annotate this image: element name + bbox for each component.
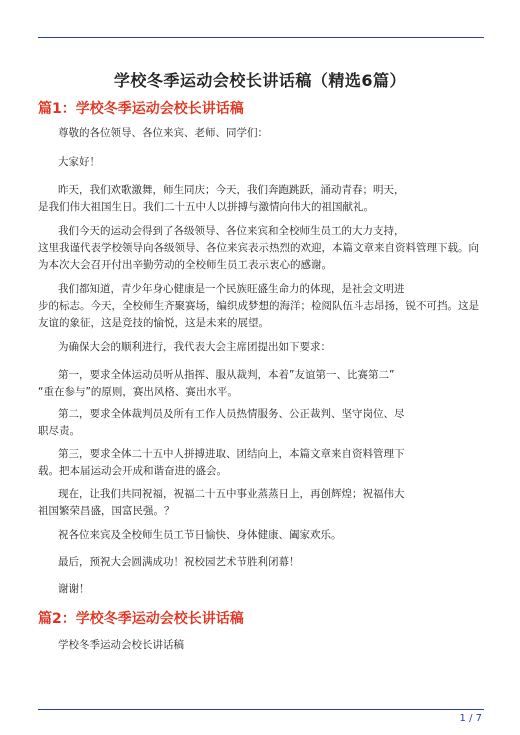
paragraph-8: 第二，要求全体裁判员及所有工作人员热情服务、公正裁判、坚守岗位、尽 职尽责。 [38, 408, 405, 437]
paragraph-11: 祝各位来宾及全校师生员工节日愉快、身体健康、阖家欢乐。 [58, 529, 342, 541]
paragraph-12: 最后，预祝大会圆满成功！祝校园艺术节胜利闭幕！ [58, 556, 300, 568]
paragraph-greeting: 大家好！ [58, 156, 100, 168]
paragraph-3: 昨天，我们欢歌激舞，师生同庆；今天，我们奔跑跳跃，涌动青春；明天， 是我们伟大祖国生日。我们二十五中人以拼搏与激情向伟大的祖国献礼。 [38, 184, 405, 213]
section-heading-1: 篇1：学校冬季运动会校长讲话稿 [38, 101, 244, 117]
paragraph-14: 学校冬季运动会校长讲话稿 [58, 639, 184, 651]
paragraph-4: 我们今天的运动会得到了各级领导、各位来宾和全校师生员工的大力支持， 这里我谨代表学校领导向各级领导、各位来宾表示热烈的欢迎，本篇文章来自资料管理下载。向 为本次大会召开付出辛勤劳动的全校师生员工表示衷心的感谢。 [38, 225, 479, 271]
paragraph-7: 第一，要求全体运动员听从指挥、服从裁判，本着”友谊第一、比赛第二” “重在参与”的原则，赛出风格、赛出水平。 [38, 369, 395, 398]
document-title: 学校冬季运动会校长讲话稿（精选6篇） [113, 71, 407, 90]
section-heading-2: 篇2：学校冬季运动会校长讲话稿 [38, 611, 244, 627]
paragraph-10: 现在，让我们共同祝福，祝福二十五中事业蒸蒸日上，再创辉煌；祝福伟大 祖国繁荣昌盛，国富民强。？ [38, 488, 405, 517]
paragraph-salutation: 尊敬的各位领导、各位来宾、老师、同学们： [58, 127, 268, 139]
paragraph-9: 第三，要求全体二十五中人拼搏进取、团结向上，本篇文章来自资料管理下 载。把本届运动会开成和谐奋进的盛会。 [38, 448, 405, 477]
paragraph-6: 为确保大会的顺利进行，我代表大会主席团提出如下要求： [58, 341, 331, 353]
paragraph-13: 谢谢！ [58, 583, 90, 595]
paragraph-5: 我们都知道，青少年身心健康是一个民族旺盛生命力的体现，是社会文明进 步的标志。今天，全校师生齐聚赛场，编织成梦想的海洋；检阅队伍斗志昂扬，锐不可挡。这是 友谊的象征，这是竞技的愉悦，这是未来的展望。 [38, 283, 479, 329]
footer-rule [38, 709, 484, 710]
page-indicator: 1 / 7 [459, 713, 482, 724]
header-rule [38, 37, 484, 38]
